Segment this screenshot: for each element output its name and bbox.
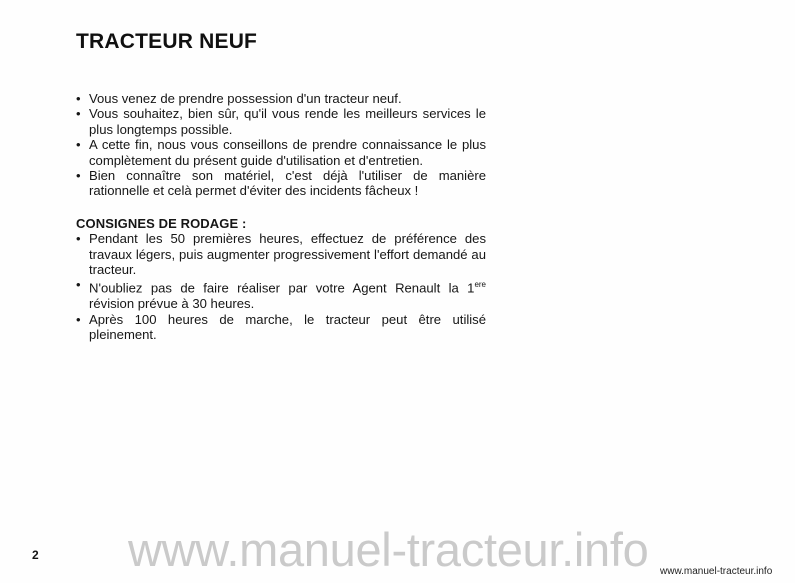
- section-heading-rodage: CONSIGNES DE RODAGE :: [76, 215, 247, 231]
- watermark-small: www.manuel-tracteur.info: [660, 566, 773, 577]
- list-item: • Vous souhaitez, bien sûr, qu'il vous rende les meilleurs services le plus longtemps possible.: [76, 106, 486, 137]
- page-number: 2: [32, 548, 39, 562]
- list-item: [76, 277, 486, 311]
- list-item: • A cette fin, nous vous conseillons de prendre connaissance le plus complètement du présent guide d'utilisation et d'entretien.: [76, 137, 486, 168]
- revision-text-end: révision prévue à 30 heures.: [89, 296, 255, 312]
- revision-superscript: ere: [474, 280, 486, 290]
- list-item: • Pendant les 50 premières heures, effectuez de préférence des travaux légers, puis augmenter progressivement l'effort demandé au tracteur.: [76, 231, 486, 277]
- list-item: • Bien connaître son matériel, c'est déjà l'utiliser de manière rationnelle et celà permet d'éviter des incidents fâcheux !: [76, 168, 486, 199]
- body-text: [76, 91, 486, 342]
- list-item: • Vous venez de prendre possession d'un tracteur neuf.: [76, 91, 486, 106]
- intro-list: [76, 91, 486, 199]
- rodage-list: [76, 231, 486, 342]
- watermark-large: www.manuel-tracteur.info: [128, 523, 649, 576]
- page-title: TRACTEUR NEUF: [76, 30, 258, 53]
- list-item: • Après 100 heures de marche, le tracteur peut être utilisé pleinement.: [76, 312, 486, 343]
- revision-text-start: N'oubliez pas de faire réaliser par votre Agent Renault la 1: [89, 280, 475, 296]
